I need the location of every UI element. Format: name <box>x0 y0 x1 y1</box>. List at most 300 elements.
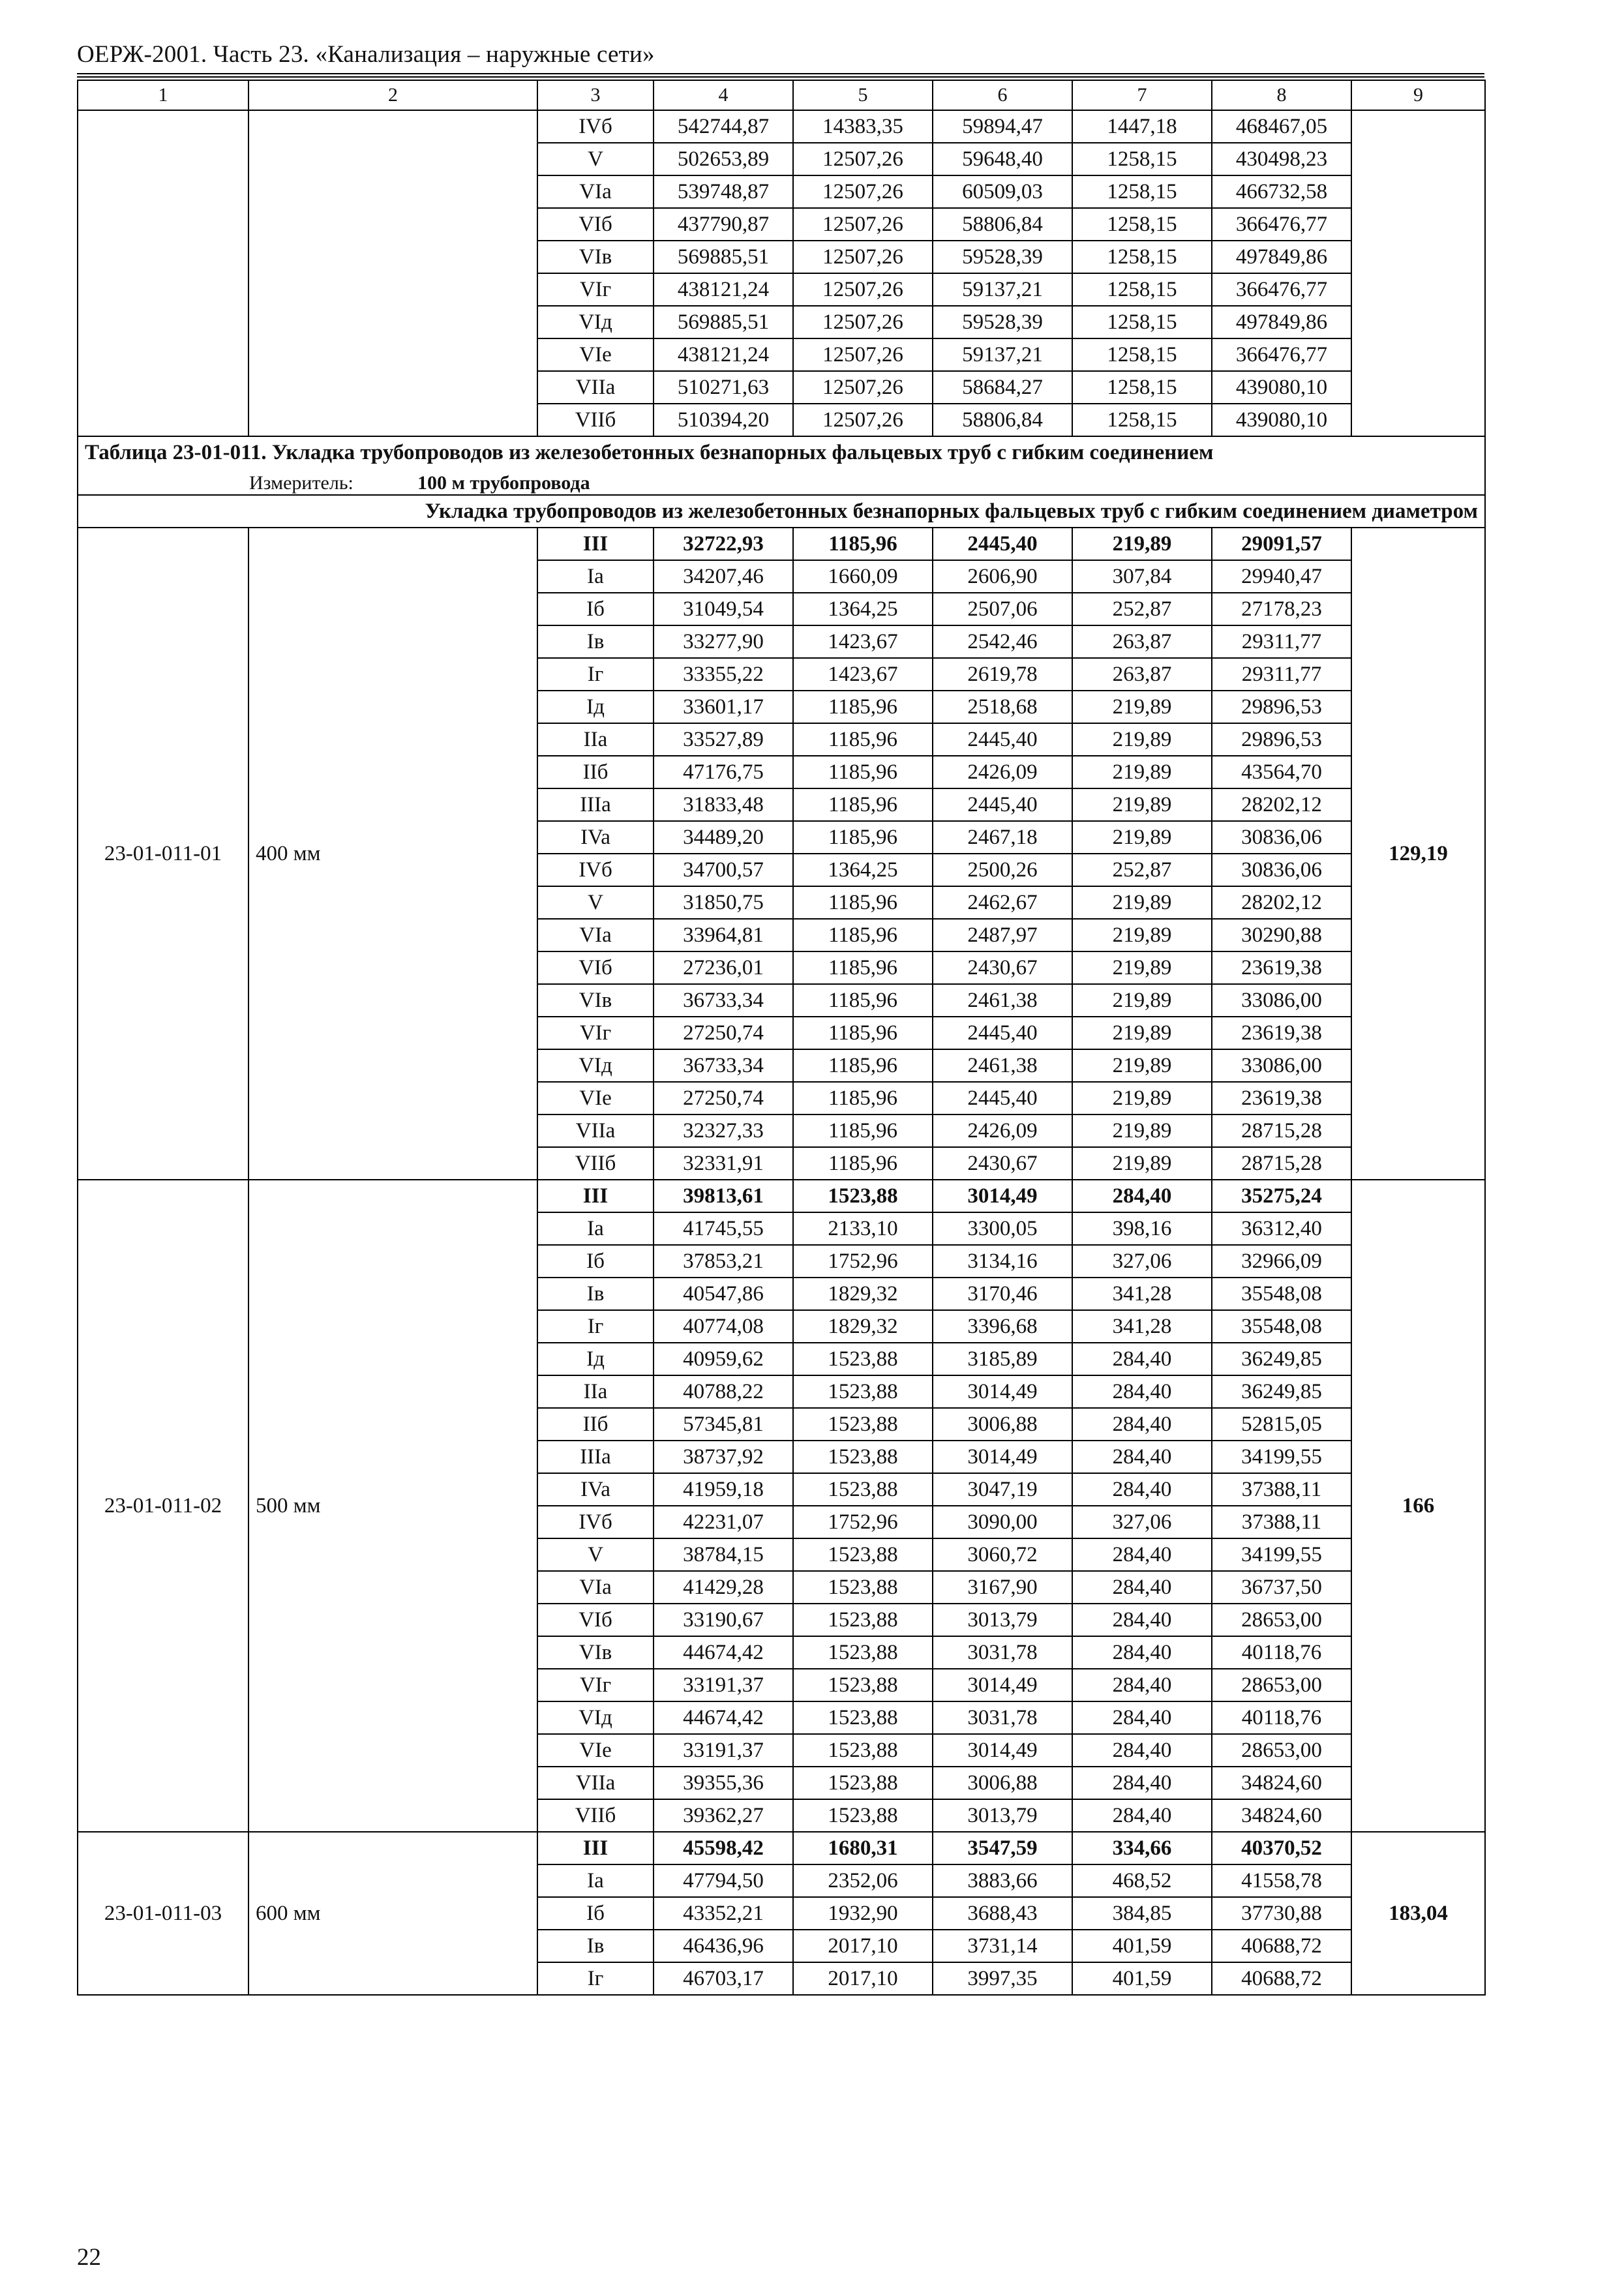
value-cell: 30290,88 <box>1212 919 1351 951</box>
value-cell: 3997,35 <box>933 1962 1072 1995</box>
value-cell: 284,40 <box>1072 1538 1212 1571</box>
value-cell: 341,28 <box>1072 1278 1212 1310</box>
value-cell: 59528,39 <box>933 306 1072 338</box>
value-cell: 1185,96 <box>793 984 933 1017</box>
region-cell: III <box>537 1832 654 1864</box>
column-number: 4 <box>654 80 793 110</box>
value-cell: 1523,88 <box>793 1538 933 1571</box>
table-subtitle-row <box>78 495 1485 528</box>
page-header: ОЕРЖ-2001. Часть 23. «Канализация – наружные сети» <box>77 41 655 68</box>
value-cell: 3170,46 <box>933 1278 1072 1310</box>
region-cell: IIIa <box>537 1441 654 1473</box>
value-cell: 1523,88 <box>793 1441 933 1473</box>
region-cell: Ia <box>537 560 654 593</box>
value-cell: 466732,58 <box>1212 175 1351 208</box>
value-cell: 219,89 <box>1072 984 1212 1017</box>
column-number-row <box>78 80 1485 110</box>
region-cell: VIг <box>537 1017 654 1049</box>
region-cell: IIa <box>537 723 654 756</box>
value-cell: 52815,05 <box>1212 1408 1351 1441</box>
value-cell: 2518,68 <box>933 691 1072 723</box>
value-cell: 32331,91 <box>654 1147 793 1180</box>
value-cell: 40118,76 <box>1212 1701 1351 1734</box>
value-cell: 28653,00 <box>1212 1669 1351 1701</box>
value-cell: 219,89 <box>1072 756 1212 788</box>
value-cell: 34199,55 <box>1212 1538 1351 1571</box>
value-cell: 33601,17 <box>654 691 793 723</box>
region-cell: Iб <box>537 1245 654 1278</box>
value-cell: 36249,85 <box>1212 1375 1351 1408</box>
value-cell: 1185,96 <box>793 886 933 919</box>
diameter-cell: 600 мм <box>248 1832 537 1995</box>
value-cell: 47176,75 <box>654 756 793 788</box>
value-cell: 284,40 <box>1072 1734 1212 1767</box>
value-cell: 33964,81 <box>654 919 793 951</box>
value-cell: 3013,79 <box>933 1799 1072 1832</box>
value-cell: 263,87 <box>1072 658 1212 691</box>
value-cell: 219,89 <box>1072 1082 1212 1115</box>
value-cell: 1364,25 <box>793 854 933 886</box>
value-cell: 219,89 <box>1072 1115 1212 1147</box>
region-cell: IIб <box>537 756 654 788</box>
value-cell: 3547,59 <box>933 1832 1072 1864</box>
value-cell: 60509,03 <box>933 175 1072 208</box>
value-cell: 1185,96 <box>793 919 933 951</box>
value-cell: 59137,21 <box>933 273 1072 306</box>
value-cell: 219,89 <box>1072 788 1212 821</box>
value-cell: 219,89 <box>1072 886 1212 919</box>
value-cell: 34824,60 <box>1212 1767 1351 1799</box>
value-cell: 1185,96 <box>793 821 933 854</box>
value-cell: 2352,06 <box>793 1864 933 1897</box>
value-cell: 1185,96 <box>793 723 933 756</box>
value-cell: 284,40 <box>1072 1636 1212 1669</box>
region-cell: VIд <box>537 306 654 338</box>
value-cell: 29091,57 <box>1212 528 1351 560</box>
region-cell: Iб <box>537 1897 654 1930</box>
value-cell: 401,59 <box>1072 1962 1212 1995</box>
col9-value-cell: 183,04 <box>1351 1832 1485 1995</box>
region-cell: VIб <box>537 1604 654 1636</box>
value-cell: 33191,37 <box>654 1734 793 1767</box>
value-cell: 27236,01 <box>654 951 793 984</box>
value-cell: 32966,09 <box>1212 1245 1351 1278</box>
value-cell: 1185,96 <box>793 528 933 560</box>
rate-code-cell: 23-01-011-02 <box>78 1180 248 1832</box>
empty-code-cell <box>78 110 248 436</box>
value-cell: 35548,08 <box>1212 1310 1351 1343</box>
rate-code-cell: 23-01-011-03 <box>78 1832 248 1995</box>
value-cell: 1523,88 <box>793 1799 933 1832</box>
diameter-cell: 400 мм <box>248 528 537 1180</box>
region-cell: VIe <box>537 338 654 371</box>
value-cell: 58806,84 <box>933 208 1072 241</box>
value-cell: 40547,86 <box>654 1278 793 1310</box>
value-cell: 29940,47 <box>1212 560 1351 593</box>
value-cell: 1423,67 <box>793 658 933 691</box>
value-cell: 57345,81 <box>654 1408 793 1441</box>
value-cell: 40118,76 <box>1212 1636 1351 1669</box>
value-cell: 2133,10 <box>793 1212 933 1245</box>
value-cell: 284,40 <box>1072 1473 1212 1506</box>
diameter-cell: 500 мм <box>248 1180 537 1832</box>
value-cell: 1523,88 <box>793 1571 933 1604</box>
header-rule-2 <box>77 76 1484 78</box>
value-cell: 28653,00 <box>1212 1604 1351 1636</box>
value-cell: 1258,15 <box>1072 175 1212 208</box>
value-cell: 307,84 <box>1072 560 1212 593</box>
value-cell: 43352,21 <box>654 1897 793 1930</box>
value-cell: 3014,49 <box>933 1375 1072 1408</box>
value-cell: 28715,28 <box>1212 1147 1351 1180</box>
value-cell: 2487,97 <box>933 919 1072 951</box>
table-row <box>78 1180 1485 1212</box>
value-cell: 3300,05 <box>933 1212 1072 1245</box>
value-cell: 33277,90 <box>654 625 793 658</box>
region-cell: Iв <box>537 625 654 658</box>
value-cell: 219,89 <box>1072 723 1212 756</box>
value-cell: 439080,10 <box>1212 371 1351 404</box>
value-cell: 284,40 <box>1072 1701 1212 1734</box>
col9-value-cell: 129,19 <box>1351 528 1485 1180</box>
value-cell: 12507,26 <box>793 175 933 208</box>
value-cell: 1258,15 <box>1072 208 1212 241</box>
value-cell: 284,40 <box>1072 1343 1212 1375</box>
value-cell: 542744,87 <box>654 110 793 143</box>
region-cell: VIг <box>537 1669 654 1701</box>
value-cell: 12507,26 <box>793 208 933 241</box>
value-cell: 2445,40 <box>933 528 1072 560</box>
value-cell: 2445,40 <box>933 1082 1072 1115</box>
value-cell: 1258,15 <box>1072 338 1212 371</box>
region-cell: VIд <box>537 1701 654 1734</box>
region-cell: VIa <box>537 919 654 951</box>
value-cell: 3031,78 <box>933 1701 1072 1734</box>
value-cell: 2619,78 <box>933 658 1072 691</box>
value-cell: 34700,57 <box>654 854 793 886</box>
column-number: 6 <box>933 80 1072 110</box>
value-cell: 31049,54 <box>654 593 793 625</box>
value-cell: 284,40 <box>1072 1799 1212 1832</box>
value-cell: 1932,90 <box>793 1897 933 1930</box>
table-body <box>78 80 1485 1995</box>
region-cell: IIIa <box>537 788 654 821</box>
value-cell: 1258,15 <box>1072 306 1212 338</box>
value-cell: 44674,42 <box>654 1636 793 1669</box>
value-cell: 2461,38 <box>933 1049 1072 1082</box>
value-cell: 3014,49 <box>933 1669 1072 1701</box>
value-cell: 1447,18 <box>1072 110 1212 143</box>
value-cell: 334,66 <box>1072 1832 1212 1864</box>
region-cell: Iд <box>537 691 654 723</box>
region-cell: Iв <box>537 1278 654 1310</box>
value-cell: 430498,23 <box>1212 143 1351 175</box>
region-cell: Ia <box>537 1212 654 1245</box>
column-number: 7 <box>1072 80 1212 110</box>
value-cell: 2500,26 <box>933 854 1072 886</box>
value-cell: 1258,15 <box>1072 404 1212 436</box>
value-cell: 219,89 <box>1072 528 1212 560</box>
region-cell: IVб <box>537 110 654 143</box>
value-cell: 1364,25 <box>793 593 933 625</box>
value-cell: 44674,42 <box>654 1701 793 1734</box>
region-cell: V <box>537 1538 654 1571</box>
table-title: Таблица 23-01-011. Укладка трубопроводов из железобетонных безнапорных фальцевых труб с гибким соединением <box>85 441 1214 464</box>
value-cell: 284,40 <box>1072 1604 1212 1636</box>
region-cell: VIIб <box>537 404 654 436</box>
value-cell: 33355,22 <box>654 658 793 691</box>
value-cell: 219,89 <box>1072 1147 1212 1180</box>
value-cell: 35275,24 <box>1212 1180 1351 1212</box>
table-row <box>78 110 1485 143</box>
value-cell: 31850,75 <box>654 886 793 919</box>
value-cell: 59137,21 <box>933 338 1072 371</box>
header-rule <box>77 73 1484 74</box>
measure-label: Измеритель: <box>249 472 353 494</box>
value-cell: 39813,61 <box>654 1180 793 1212</box>
value-cell: 219,89 <box>1072 951 1212 984</box>
value-cell: 40774,08 <box>654 1310 793 1343</box>
value-cell: 219,89 <box>1072 919 1212 951</box>
rate-code-cell: 23-01-011-01 <box>78 528 248 1180</box>
value-cell: 263,87 <box>1072 625 1212 658</box>
region-cell: VIд <box>537 1049 654 1082</box>
region-cell: Iб <box>537 593 654 625</box>
table-title-cell <box>78 436 1485 495</box>
value-cell: 1258,15 <box>1072 273 1212 306</box>
value-cell: 1423,67 <box>793 625 933 658</box>
value-cell: 27250,74 <box>654 1082 793 1115</box>
value-cell: 3047,19 <box>933 1473 1072 1506</box>
value-cell: 284,40 <box>1072 1669 1212 1701</box>
value-cell: 2426,09 <box>933 756 1072 788</box>
value-cell: 1185,96 <box>793 1082 933 1115</box>
value-cell: 2017,10 <box>793 1962 933 1995</box>
value-cell: 2467,18 <box>933 821 1072 854</box>
value-cell: 3014,49 <box>933 1180 1072 1212</box>
value-cell: 23619,38 <box>1212 951 1351 984</box>
value-cell: 3006,88 <box>933 1408 1072 1441</box>
region-cell: Iг <box>537 1962 654 1995</box>
value-cell: 1185,96 <box>793 1147 933 1180</box>
value-cell: 40959,62 <box>654 1343 793 1375</box>
value-cell: 502653,89 <box>654 143 793 175</box>
value-cell: 2542,46 <box>933 625 1072 658</box>
value-cell: 1523,88 <box>793 1408 933 1441</box>
value-cell: 1523,88 <box>793 1375 933 1408</box>
column-number: 2 <box>248 80 537 110</box>
value-cell: 252,87 <box>1072 854 1212 886</box>
value-cell: 219,89 <box>1072 821 1212 854</box>
value-cell: 1185,96 <box>793 788 933 821</box>
value-cell: 3396,68 <box>933 1310 1072 1343</box>
value-cell: 36312,40 <box>1212 1212 1351 1245</box>
value-cell: 366476,77 <box>1212 273 1351 306</box>
value-cell: 34207,46 <box>654 560 793 593</box>
value-cell: 327,06 <box>1072 1506 1212 1538</box>
value-cell: 2461,38 <box>933 984 1072 1017</box>
region-cell: Iг <box>537 1310 654 1343</box>
value-cell: 284,40 <box>1072 1767 1212 1799</box>
value-cell: 3060,72 <box>933 1538 1072 1571</box>
value-cell: 23619,38 <box>1212 1017 1351 1049</box>
value-cell: 252,87 <box>1072 593 1212 625</box>
value-cell: 2462,67 <box>933 886 1072 919</box>
value-cell: 3167,90 <box>933 1571 1072 1604</box>
region-cell: VIa <box>537 175 654 208</box>
value-cell: 43564,70 <box>1212 756 1351 788</box>
value-cell: 438121,24 <box>654 273 793 306</box>
value-cell: 14383,35 <box>793 110 933 143</box>
region-cell: VIIa <box>537 371 654 404</box>
value-cell: 569885,51 <box>654 241 793 273</box>
value-cell: 439080,10 <box>1212 404 1351 436</box>
value-cell: 284,40 <box>1072 1571 1212 1604</box>
value-cell: 36733,34 <box>654 1049 793 1082</box>
value-cell: 34489,20 <box>654 821 793 854</box>
value-cell: 35548,08 <box>1212 1278 1351 1310</box>
region-cell: VIб <box>537 208 654 241</box>
empty-diameter-cell <box>248 110 537 436</box>
value-cell: 366476,77 <box>1212 338 1351 371</box>
value-cell: 33086,00 <box>1212 984 1351 1017</box>
value-cell: 29311,77 <box>1212 658 1351 691</box>
value-cell: 34199,55 <box>1212 1441 1351 1473</box>
region-cell: IIa <box>537 1375 654 1408</box>
region-cell: VIв <box>537 984 654 1017</box>
column-number: 3 <box>537 80 654 110</box>
column-number: 5 <box>793 80 933 110</box>
value-cell: 1829,32 <box>793 1310 933 1343</box>
value-cell: 33191,37 <box>654 1669 793 1701</box>
value-cell: 36733,34 <box>654 984 793 1017</box>
value-cell: 1185,96 <box>793 1017 933 1049</box>
region-cell: VIIa <box>537 1115 654 1147</box>
region-cell: III <box>537 528 654 560</box>
page-number: 22 <box>77 2244 101 2271</box>
region-cell: VIIб <box>537 1799 654 1832</box>
value-cell: 497849,86 <box>1212 306 1351 338</box>
column-number: 8 <box>1212 80 1351 110</box>
region-cell: VIб <box>537 951 654 984</box>
value-cell: 284,40 <box>1072 1180 1212 1212</box>
value-cell: 28202,12 <box>1212 788 1351 821</box>
table-row <box>78 528 1485 560</box>
col9-value-cell: 166 <box>1351 1180 1485 1832</box>
value-cell: 1752,96 <box>793 1245 933 1278</box>
value-cell: 2430,67 <box>933 1147 1072 1180</box>
region-cell: V <box>537 143 654 175</box>
value-cell: 468467,05 <box>1212 110 1351 143</box>
value-cell: 12507,26 <box>793 306 933 338</box>
table-row <box>78 1832 1485 1864</box>
value-cell: 510394,20 <box>654 404 793 436</box>
value-cell: 1752,96 <box>793 1506 933 1538</box>
value-cell: 59528,39 <box>933 241 1072 273</box>
value-cell: 59648,40 <box>933 143 1072 175</box>
value-cell: 2445,40 <box>933 788 1072 821</box>
value-cell: 284,40 <box>1072 1375 1212 1408</box>
value-cell: 1523,88 <box>793 1180 933 1212</box>
region-cell: Ia <box>537 1864 654 1897</box>
value-cell: 41959,18 <box>654 1473 793 1506</box>
value-cell: 38737,92 <box>654 1441 793 1473</box>
value-cell: 40688,72 <box>1212 1930 1351 1962</box>
price-table <box>77 80 1486 1996</box>
value-cell: 284,40 <box>1072 1408 1212 1441</box>
value-cell: 1523,88 <box>793 1604 933 1636</box>
value-cell: 1523,88 <box>793 1701 933 1734</box>
value-cell: 12507,26 <box>793 143 933 175</box>
value-cell: 1523,88 <box>793 1767 933 1799</box>
value-cell: 341,28 <box>1072 1310 1212 1343</box>
region-cell: Iд <box>537 1343 654 1375</box>
value-cell: 1523,88 <box>793 1636 933 1669</box>
value-cell: 3883,66 <box>933 1864 1072 1897</box>
value-cell: 37388,11 <box>1212 1506 1351 1538</box>
value-cell: 37853,21 <box>654 1245 793 1278</box>
value-cell: 39355,36 <box>654 1767 793 1799</box>
value-cell: 2445,40 <box>933 723 1072 756</box>
value-cell: 1523,88 <box>793 1734 933 1767</box>
value-cell: 27250,74 <box>654 1017 793 1049</box>
column-number: 1 <box>78 80 248 110</box>
value-cell: 2507,06 <box>933 593 1072 625</box>
value-cell: 39362,27 <box>654 1799 793 1832</box>
value-cell: 219,89 <box>1072 691 1212 723</box>
empty-col9-cell <box>1351 110 1485 436</box>
region-cell: VIв <box>537 241 654 273</box>
value-cell: 468,52 <box>1072 1864 1212 1897</box>
value-cell: 2426,09 <box>933 1115 1072 1147</box>
value-cell: 29896,53 <box>1212 691 1351 723</box>
value-cell: 2017,10 <box>793 1930 933 1962</box>
value-cell: 46436,96 <box>654 1930 793 1962</box>
value-cell: 569885,51 <box>654 306 793 338</box>
value-cell: 32327,33 <box>654 1115 793 1147</box>
column-number: 9 <box>1351 80 1485 110</box>
value-cell: 30836,06 <box>1212 854 1351 886</box>
value-cell: 36249,85 <box>1212 1343 1351 1375</box>
region-cell: IVб <box>537 854 654 886</box>
region-cell: III <box>537 1180 654 1212</box>
value-cell: 1258,15 <box>1072 241 1212 273</box>
value-cell: 510271,63 <box>654 371 793 404</box>
value-cell: 27178,23 <box>1212 593 1351 625</box>
value-cell: 23619,38 <box>1212 1082 1351 1115</box>
value-cell: 3013,79 <box>933 1604 1072 1636</box>
value-cell: 33086,00 <box>1212 1049 1351 1082</box>
region-cell: Iв <box>537 1930 654 1962</box>
region-cell: VIIa <box>537 1767 654 1799</box>
value-cell: 12507,26 <box>793 371 933 404</box>
region-cell: VIIб <box>537 1147 654 1180</box>
value-cell: 45598,42 <box>654 1832 793 1864</box>
value-cell: 42231,07 <box>654 1506 793 1538</box>
value-cell: 30836,06 <box>1212 821 1351 854</box>
value-cell: 1185,96 <box>793 1049 933 1082</box>
value-cell: 438121,24 <box>654 338 793 371</box>
value-cell: 1660,09 <box>793 560 933 593</box>
region-cell: VIe <box>537 1734 654 1767</box>
value-cell: 1523,88 <box>793 1473 933 1506</box>
value-cell: 12507,26 <box>793 404 933 436</box>
value-cell: 29896,53 <box>1212 723 1351 756</box>
value-cell: 41558,78 <box>1212 1864 1351 1897</box>
value-cell: 327,06 <box>1072 1245 1212 1278</box>
value-cell: 3731,14 <box>933 1930 1072 1962</box>
region-cell: V <box>537 886 654 919</box>
